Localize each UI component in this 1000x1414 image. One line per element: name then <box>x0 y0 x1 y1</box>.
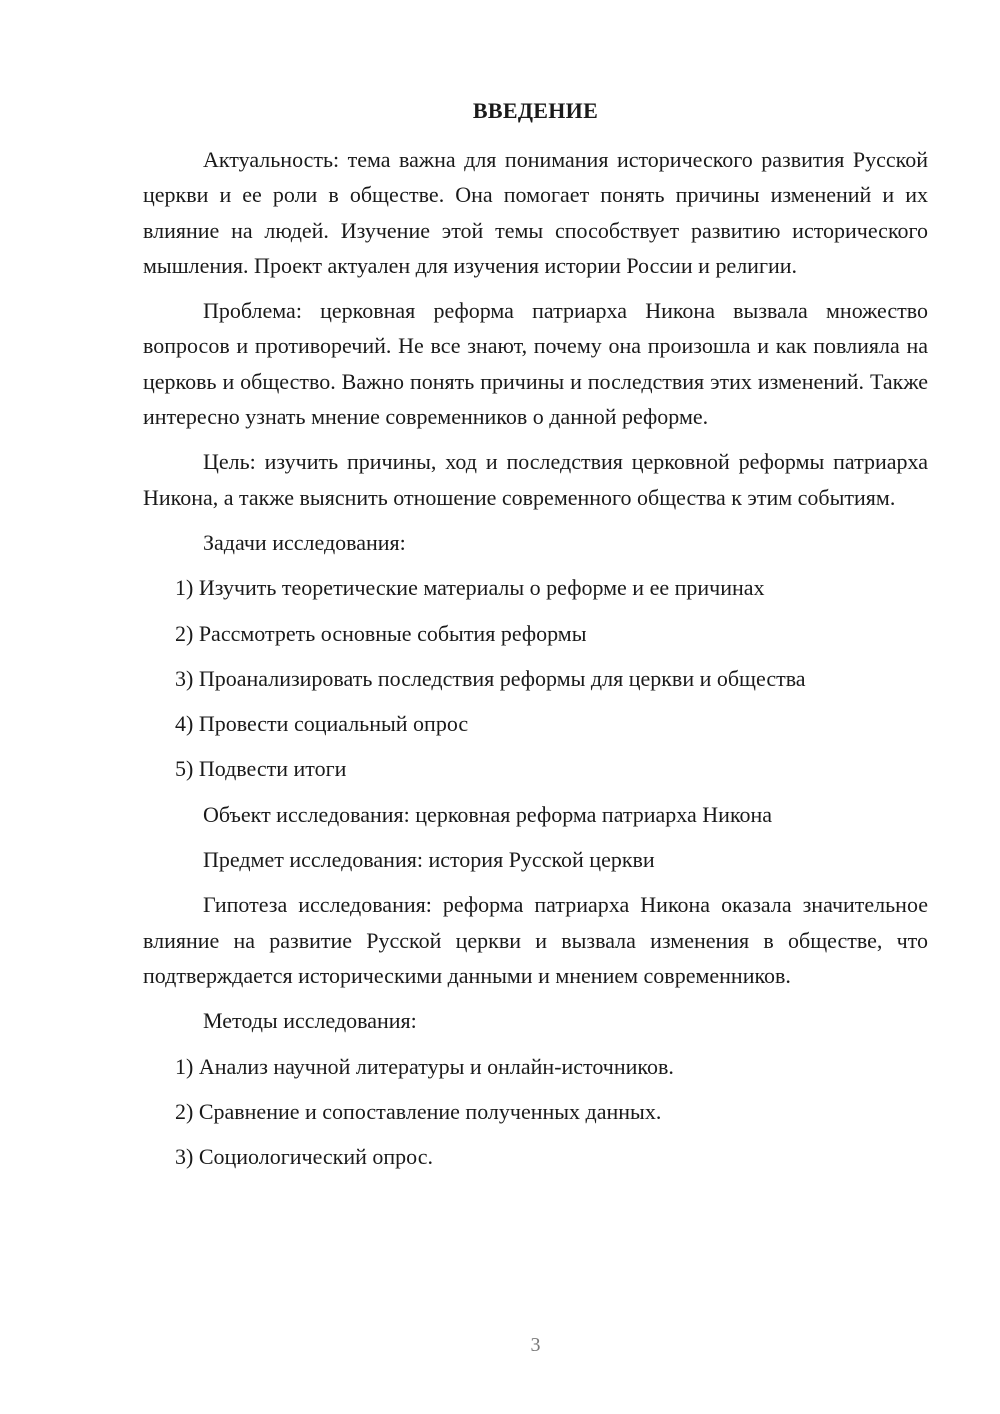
tasks-title: Задачи исследования: <box>203 529 406 555</box>
page-title: ВВЕДЕНИЕ <box>472 98 599 123</box>
document-page <box>143 0 928 1414</box>
task-item: 1) Изучить теоретические материалы о реформе и ее причинах <box>175 575 765 601</box>
task-item: 2) Рассмотреть основные события реформы <box>175 620 587 646</box>
hypothesis-paragraph: Гипотеза исследования: реформа патриарха Никона оказала значительное влияние на развитие Русской церкви и вызвала изменения в обществе, что подтверждается историческими данными и мнением современников. <box>143 892 928 988</box>
method-item: 2) Сравнение и сопоставление полученных данных. <box>175 1098 662 1124</box>
page-number: 3 <box>530 1334 541 1356</box>
task-item: 4) Провести социальный опрос <box>175 711 469 737</box>
research-subject: Предмет исследования: история Русской церкви <box>203 847 655 873</box>
task-item: 5) Подвести итоги <box>175 756 347 782</box>
method-item: 3) Социологический опрос. <box>175 1144 433 1170</box>
relevance-paragraph: Актуальность: тема важна для понимания исторического развития Русской церкви и ее роли в обществе. Она помогает понять причины изменений и их влияние на людей. Изучение этой темы способствует развитию исторического мышления. Проект актуален для изучения истории России и религии. <box>143 147 928 278</box>
research-object: Объект исследования: церковная реформа патриарха Никона <box>203 801 773 827</box>
problem-paragraph: Проблема: церковная реформа патриарха Никона вызвала множество вопросов и противоречий. Не все знают, почему она произошла и как повлияла на церковь и общество. Важно понять причины и последствия этих изменений. Также интересно узнать мнение современников о данной реформе. <box>143 298 928 430</box>
methods-title: Методы исследования: <box>203 1008 417 1034</box>
goal-paragraph: Цель: изучить причины, ход и последствия церковной реформы патриарха Никона, а также выяснить отношение современного общества к этим событиям. <box>143 449 928 510</box>
method-item: 1) Анализ научной литературы и онлайн-источников. <box>175 1053 674 1079</box>
document-body <box>143 142 928 1174</box>
task-item: 3) Проанализировать последствия реформы для церкви и общества <box>175 665 806 691</box>
